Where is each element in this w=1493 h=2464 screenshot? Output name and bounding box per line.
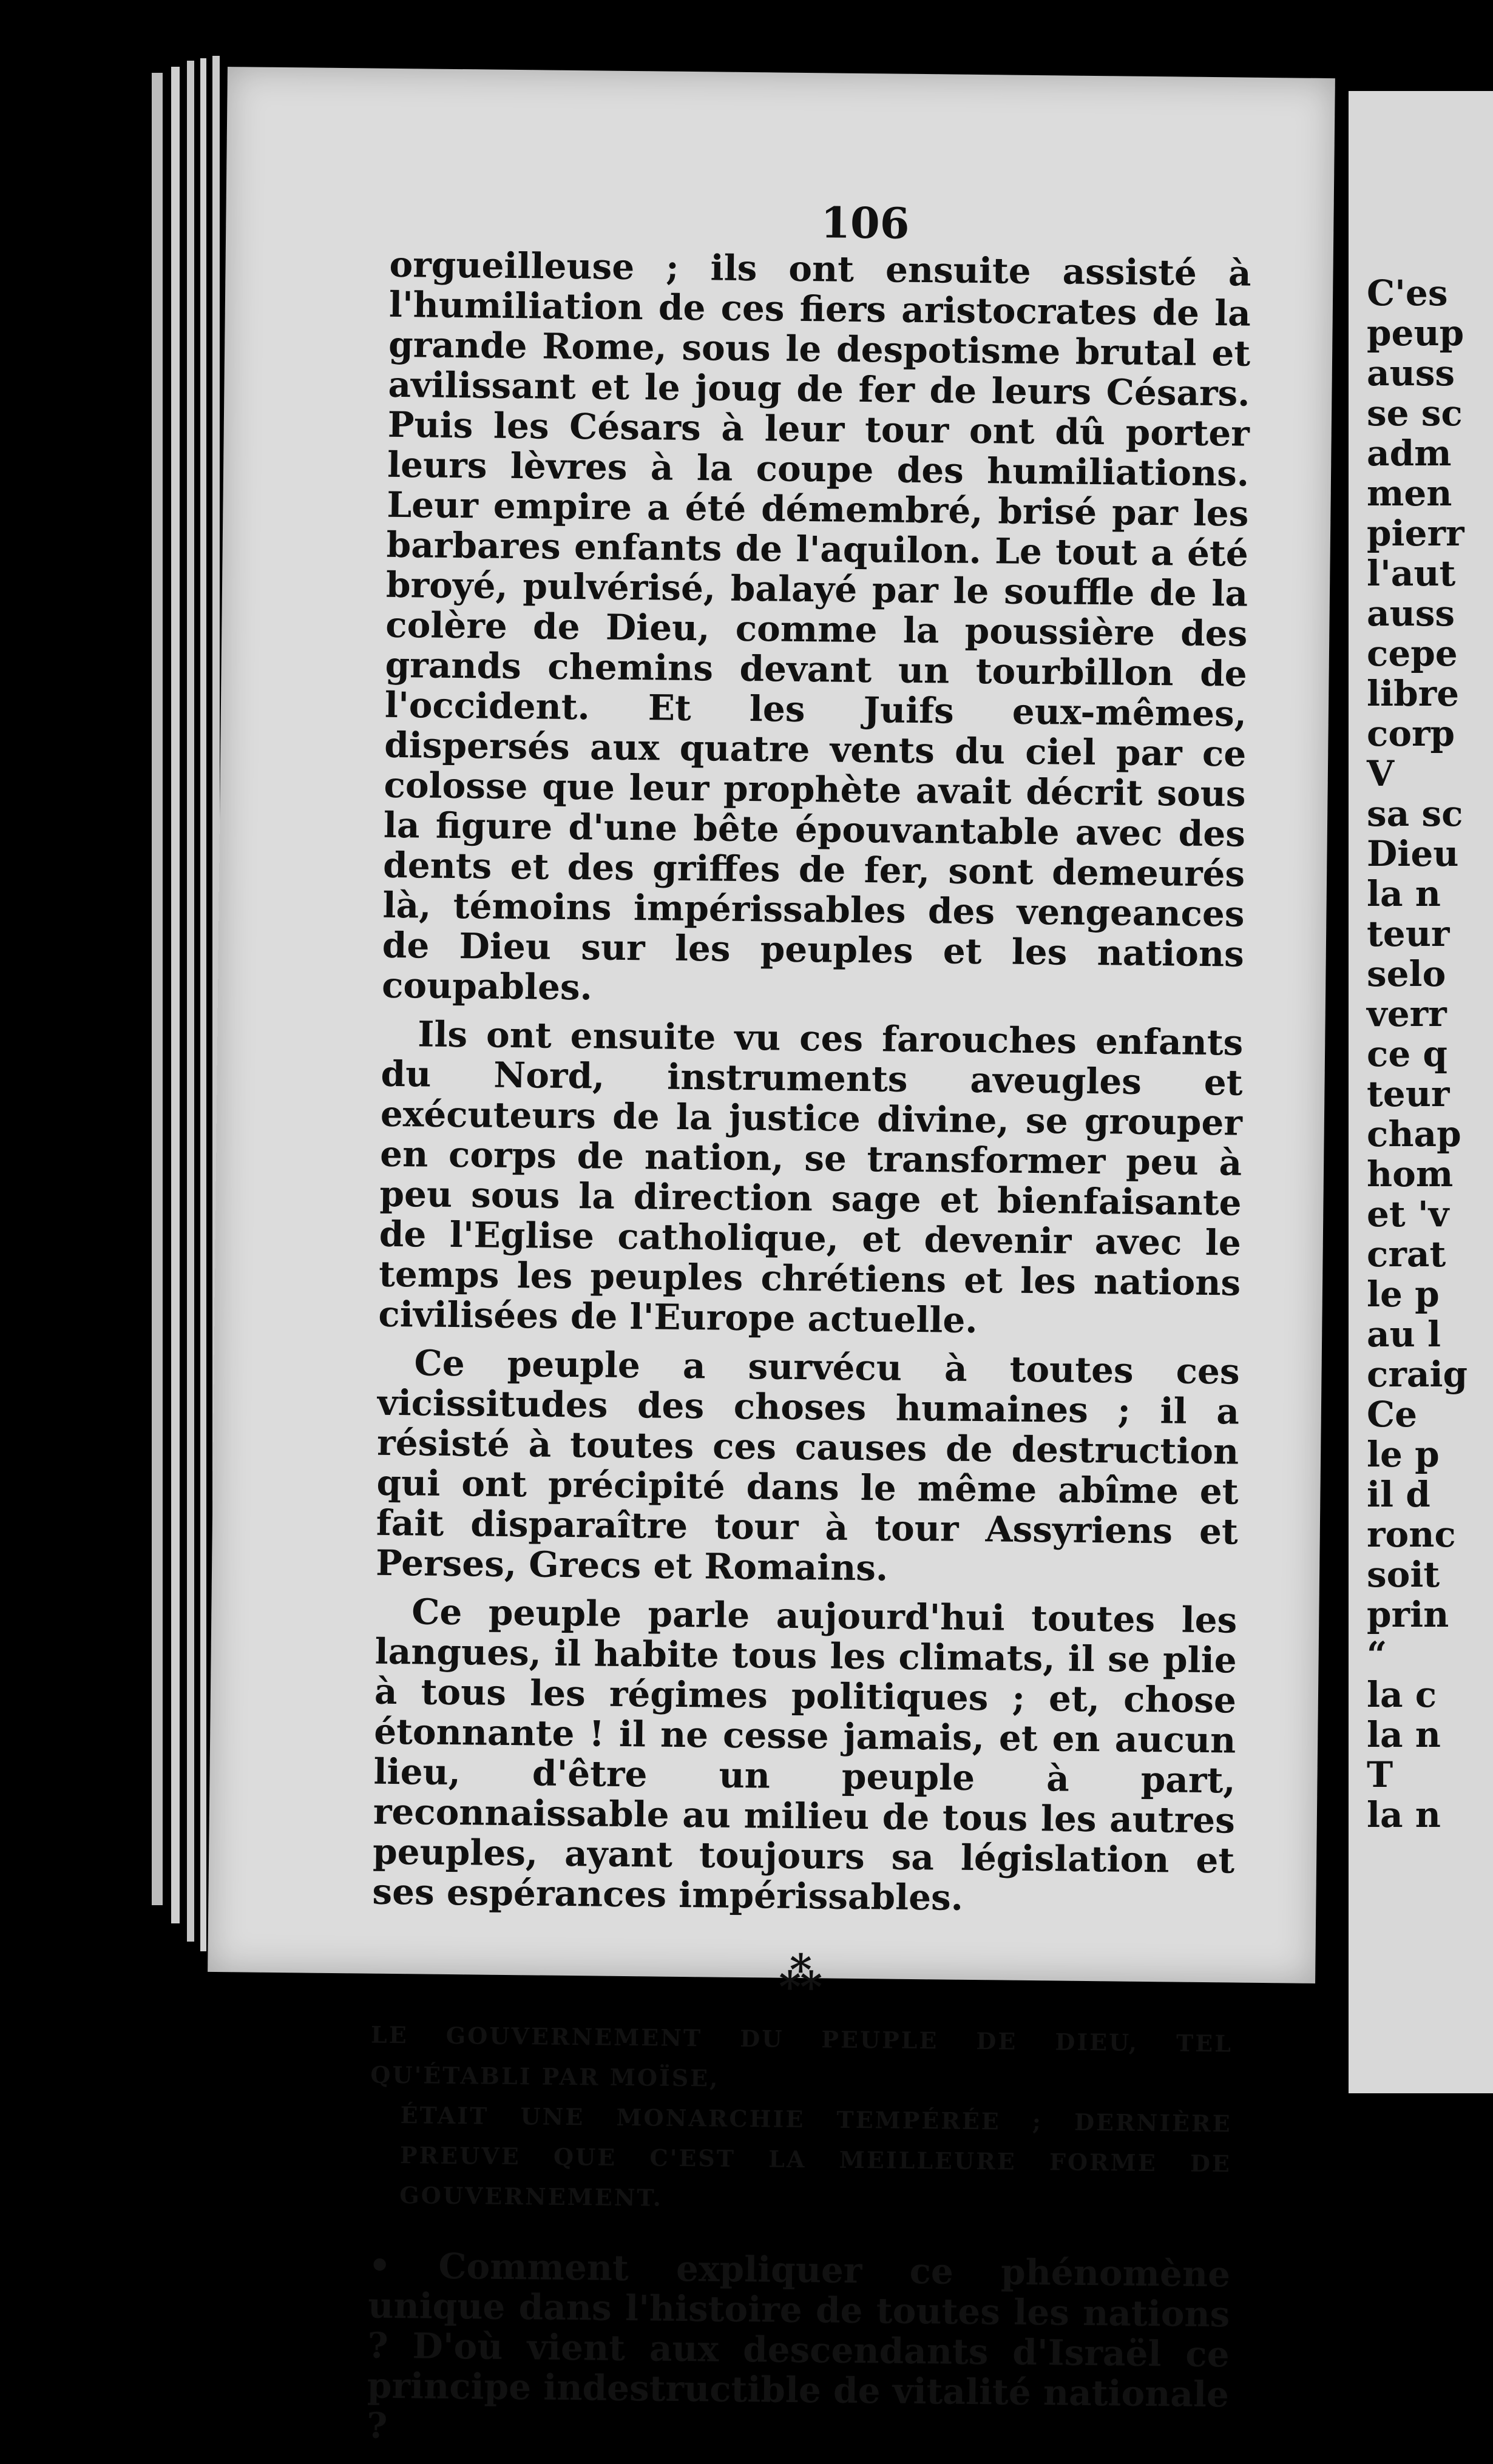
facing-line: auss xyxy=(1367,353,1455,394)
facing-line: la n xyxy=(1367,1794,1441,1835)
paragraph: Ce peuple parle aujourd'hui toutes les langues, il habite tous les climats, il se plie à tous les régimes politiques ; et, chose étonnante ! il ne cesse jamais, et en aucun lieu, d'être un peuple à part, reconnaissable au milieu de tous les autres peuples, ayant toujours sa législation et ses espérances impérissables. xyxy=(372,1591,1237,1919)
facing-line: teur xyxy=(1367,1073,1450,1115)
facing-line: V xyxy=(1367,753,1395,794)
facing-line: pierr xyxy=(1367,513,1464,554)
page-edge xyxy=(152,73,163,1905)
facing-line: Dieu xyxy=(1367,833,1459,874)
facing-line: C'es xyxy=(1367,272,1448,314)
section-heading-line: ÉTAIT UNE MONARCHIE TEMPÉRÉE ; DERNIÈRE PREUVE QUE C'EST LA MEILLEURE FORME DE GOUVERNEMENT. xyxy=(399,2101,1232,2212)
facing-line: il d xyxy=(1367,1474,1430,1515)
body-text xyxy=(367,245,1251,2463)
left-page xyxy=(208,67,1335,2446)
facing-page-text xyxy=(1367,273,1468,1835)
facing-line: craig xyxy=(1367,1354,1468,1395)
facing-line: au l xyxy=(1367,1314,1441,1355)
facing-line: men xyxy=(1367,473,1452,514)
facing-line: peup xyxy=(1367,312,1464,354)
facing-line: sa sc xyxy=(1367,793,1463,834)
facing-line: verr xyxy=(1367,993,1447,1035)
facing-line: soit xyxy=(1367,1554,1440,1595)
paragraph: orgueilleuse ; ils ont ensuite assisté à l'humiliation de ces fiers aristocrates de la grande Rome, sous le despotisme brutal et avilissant et le joug de fer de leurs Césars. Puis les Césars à leur tour ont dû porter leurs lèvres à la coupe des humiliations. Leur empire a été démembré, brisé par les barbares enfants de l'aquilon. Le tout a été broyé, pulvérisé, balayé par le souffle de la colère de Dieu, comme la poussière des grands chemins devant un tourbillon de l'occident. Et les Juifs eux-mêmes, dispersés aux quatre vents du ciel par ce colosse que leur prophète avait décrit sous la figure d'une bête épouvantable avec des dents et des griffes de fer, sont demeurés là, témoins impérissables des vengeances de Dieu sur les peuples et les nations coupables. xyxy=(381,243,1251,1008)
facing-line: crat xyxy=(1367,1234,1446,1275)
page-number: 106 xyxy=(820,197,910,249)
facing-line: l'aut xyxy=(1367,553,1456,594)
page-edge xyxy=(200,58,206,1951)
paragraph: Ce peuple a survécu à toutes ces vicissitudes des choses humaines ; il a résisté à toutes ces causes de destruction qui ont précipité dans le même abîme et fait disparaître tour à tour Assyriens et Perses, Grecs et Romains. xyxy=(375,1342,1240,1589)
facing-line: la n xyxy=(1367,873,1441,914)
facing-line: hom xyxy=(1367,1153,1454,1195)
facing-line: teur xyxy=(1367,913,1450,954)
section-heading xyxy=(369,2015,1233,2224)
section-heading-line: LE GOUVERNEMENT DU PEUPLE DE DIEU, TEL QU'ÉTABLI PAR MOÏSE, xyxy=(370,2020,1233,2092)
facing-line: se sc xyxy=(1367,393,1463,434)
facing-line: prin xyxy=(1367,1594,1449,1635)
facing-line: ronc xyxy=(1367,1514,1456,1555)
facing-page xyxy=(1349,91,1493,2093)
facing-line: cepe xyxy=(1367,633,1458,674)
paragraph: Ils ont ensuite vu ces farouches enfants du Nord, instruments aveugles et exécuteurs de la justice divine, se grouper en corps de nation, se transformer peu à peu sous la direction sage et bienfaisante de l'Eglise catholique, et devenir avec le temps les peuples chrétiens et les nations civilisées de l'Europe actuelle. xyxy=(378,1013,1244,1342)
facing-line: adm xyxy=(1367,433,1452,474)
facing-line: corp xyxy=(1367,713,1455,754)
facing-line: selo xyxy=(1367,953,1446,994)
asterism: ⁂ xyxy=(778,1948,827,1999)
page-edge xyxy=(171,67,180,1923)
facing-line: Ce xyxy=(1367,1394,1418,1435)
facing-line: le p xyxy=(1367,1274,1440,1315)
facing-line: “ xyxy=(1367,1634,1387,1675)
facing-line: libre xyxy=(1367,673,1460,714)
facing-line: le p xyxy=(1367,1434,1440,1475)
facing-line: et 'v xyxy=(1367,1193,1449,1235)
facing-line: la n xyxy=(1367,1714,1441,1755)
page-edge xyxy=(187,61,194,1942)
facing-line: auss xyxy=(1367,593,1455,634)
facing-line: la c xyxy=(1367,1674,1437,1715)
facing-line: ce q xyxy=(1367,1033,1447,1075)
facing-line: T xyxy=(1367,1754,1393,1795)
paragraph: • Comment expliquer ce phénomène unique dans l'histoire de toutes les nations ? D'où vient aux descendants d'Israël ce principe indestructible de vitalité nationale ? xyxy=(366,2244,1231,2446)
facing-line: chap xyxy=(1367,1113,1461,1155)
